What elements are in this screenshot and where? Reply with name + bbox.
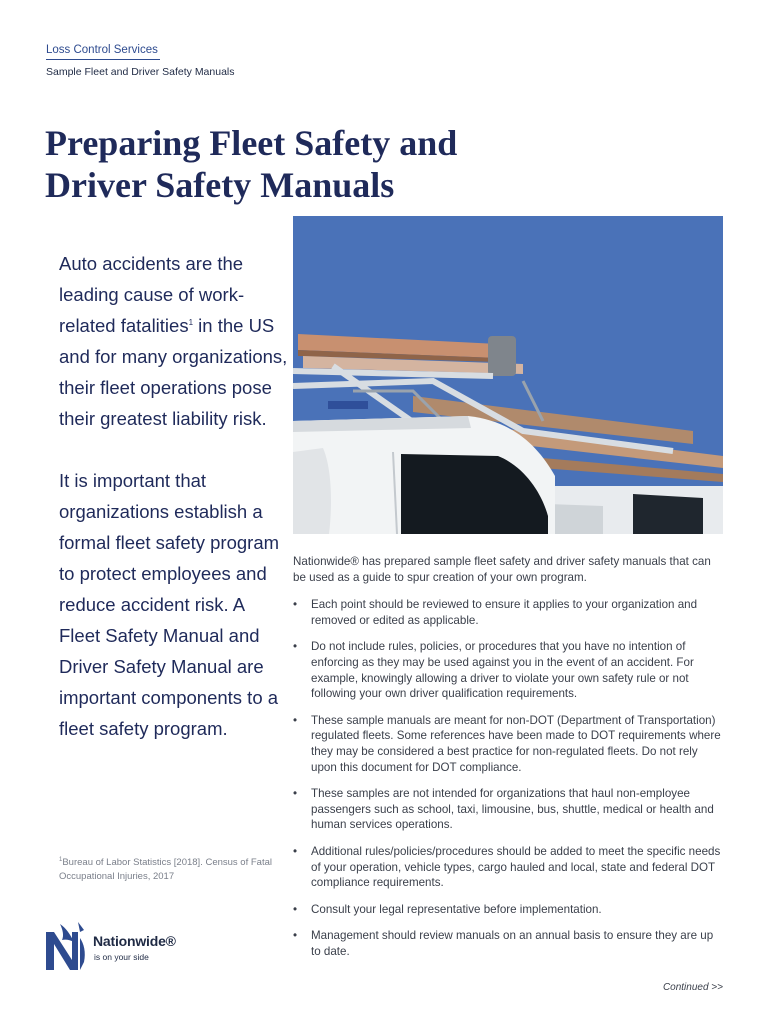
document-subtitle: Sample Fleet and Driver Safety Manuals (46, 66, 235, 78)
intro-paragraph-1 (59, 248, 289, 434)
body-lead: Nationwide® has prepared sample fleet safety and driver safety manuals that can be used as a guide to spur creation of your own program. (293, 555, 711, 584)
title-line-1: Preparing Fleet Safety and (45, 123, 458, 163)
continued-link[interactable]: Continued >> (662, 982, 723, 993)
footnote-text: Bureau of Labor Statistics [2018]. Census of Fatal Occupational Injuries, 2017 (59, 857, 272, 882)
logo-wordmark: Nationwide® (93, 933, 176, 949)
intro-callout (59, 248, 289, 744)
list-item: • Consult your legal representative before implementation. (293, 902, 725, 918)
intro-text-a: Auto accidents are the leading cause of work-related fatalities (59, 253, 245, 336)
guidance-list (293, 597, 725, 959)
intro-paragraph-2: It is important that organizations establish a formal fleet safety program to protect employees and reduce accident risk. A Fleet Safety Manual and Driver Safety Manual are important components to a fleet safety program. (59, 470, 280, 739)
page-title (45, 122, 605, 206)
list-item: • Each point should be reviewed to ensure it applies to your organization and removed or edited as applicable. (293, 597, 725, 628)
van-ladders-photo (293, 216, 723, 534)
list-item: • These samples are not intended for organizations that haul non-employee passengers such as school, taxi, limousine, bus, shuttle, medical or health and human services operations. (293, 786, 725, 833)
van-rear (543, 486, 723, 534)
footnote (59, 856, 275, 884)
list-item: • Management should review manuals on an annual basis to ensure they are up to date. (293, 928, 725, 959)
department-label: Loss Control Services (46, 44, 160, 60)
list-item: • These sample manuals are meant for non-DOT (Department of Transportation) regulated fleets. Some references have been made to DOT requirements where they may be considered a best practice for non-regulated fleets. Do not rely upon this document for DOT compliance. (293, 713, 725, 775)
title-line-2: Driver Safety Manuals (45, 165, 395, 205)
footnote-marker: 1 (59, 857, 63, 863)
body-content (293, 554, 725, 970)
list-item: • Do not include rules, policies, or procedures that you have no intention of enforcing as they may be used against you in the event of an accident. For example, knowingly allowing a driver to violate your own safety rule or not following your own driver qualification requirements. (293, 639, 725, 701)
van-front (293, 416, 555, 534)
intro-text-b: in the US and for many organizations, their fleet operations pose their greatest liability risk. (59, 315, 288, 429)
eagle-logo-icon (44, 918, 88, 974)
footnote-ref: 1 (188, 318, 194, 327)
nationwide-logo (44, 918, 204, 974)
logo-tagline: is on your side (94, 952, 149, 962)
list-item: • Additional rules/policies/procedures should be added to meet the specific needs of your operation, vehicle types, cargo hauled and local, state and federal DOT compliance requirements. (293, 844, 725, 891)
photo-illustration (293, 216, 723, 534)
